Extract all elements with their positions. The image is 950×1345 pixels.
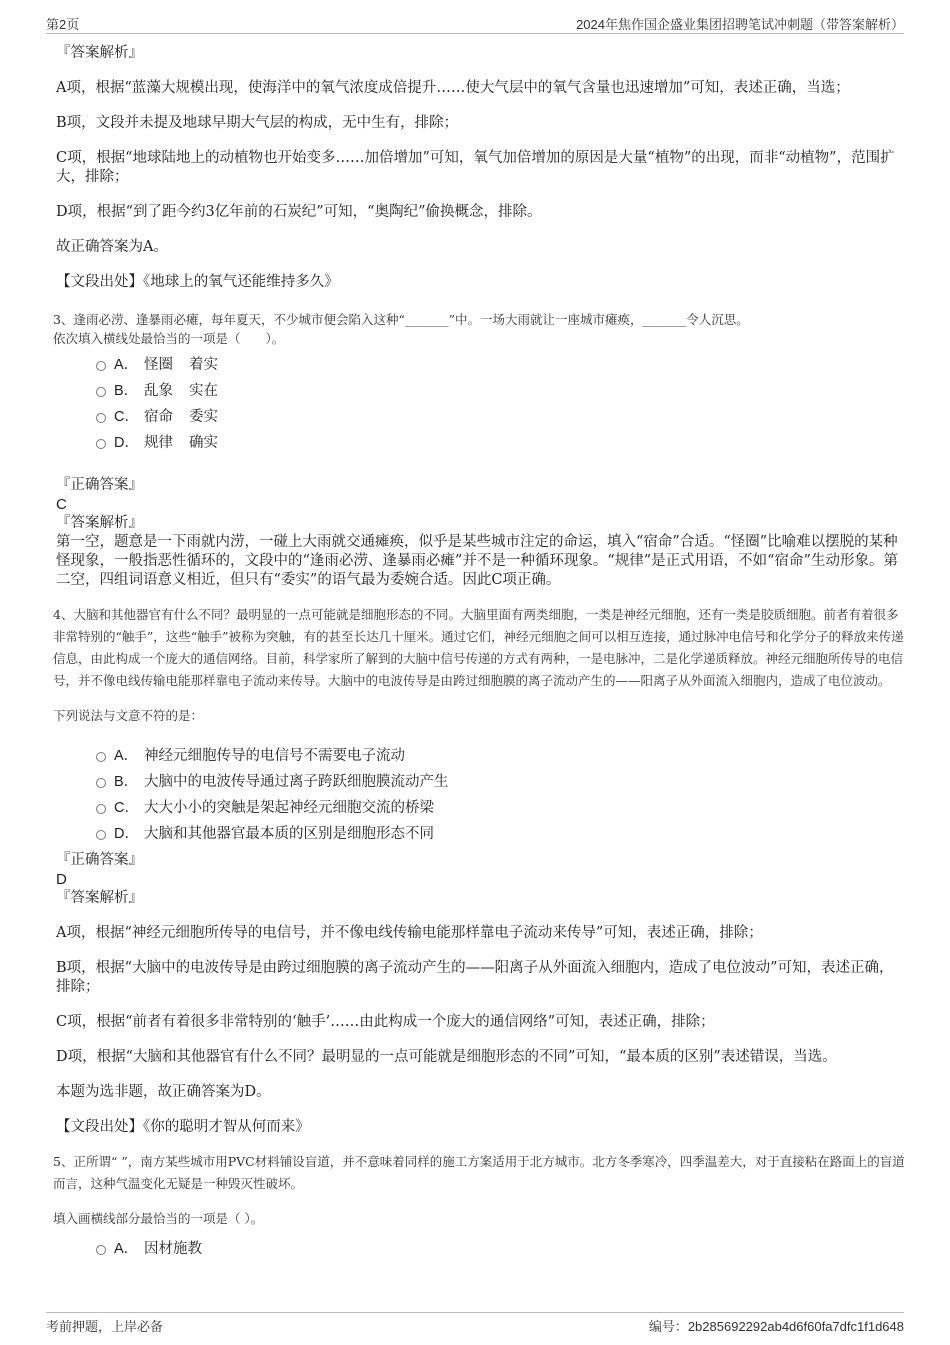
page-header — [46, 12, 904, 34]
question-3-analysis: 第一空，题意是一下雨就内涝，一碰上大雨就交通瘫痪，似乎是某些城市注定的命运，填入“宿命”合适。“怪圈”比喻难以摆脱的某种怪现象，一般指恶性循环的，文段中的“逢雨必涝、逢暴雨必瘫”并不是一种循环现象。“规律”是正式用语，不如“宿命”生动形象。第二空，四组词语意义相近，但只有“委实”的语气最为委婉合适。因此C项正确。 — [56, 534, 898, 588]
option-c[interactable]: C． 宿命 委实 — [56, 404, 906, 430]
question-5-prompt: 填入画横线部分最恰当的一项是（ ）。 — [53, 1211, 264, 1226]
page-number: 第2页 — [46, 17, 80, 32]
radio-button[interactable] — [96, 752, 106, 762]
radio-button[interactable] — [96, 413, 106, 423]
analysis-option-c: C项，根据“地球陆地上的动植物也开始变多……加倍增加”可知，氧气加倍增加的原因是大量“植物”的出现，而非“动植物”，范围扩大，排除； — [56, 150, 895, 185]
correct-answer-label: 『正确答案』 — [56, 852, 143, 868]
radio-button[interactable] — [96, 804, 106, 814]
analysis-option-c: C项，根据“前者有着很多非常特别的‘触手’……由此构成一个庞大的通信网络”可知，表述正确，排除； — [56, 1014, 715, 1030]
analysis-label: 『答案解析』 — [56, 515, 143, 531]
question-5-options — [56, 1236, 906, 1262]
question-3-options — [56, 352, 906, 456]
question-4-options — [56, 743, 906, 847]
radio-button[interactable] — [96, 778, 106, 788]
passage-source: 【文段出处】《你的聪明才智从何而来》 — [56, 1119, 310, 1135]
option-d[interactable]: D． 大脑和其他器官最本质的区别是细胞形态不同 — [56, 821, 906, 847]
question-4-prompt: 下列说法与文意不符的是： — [53, 708, 204, 723]
radio-button[interactable] — [96, 439, 106, 449]
option-a[interactable]: A． 神经元细胞传导的电信号不需要电子流动 — [56, 743, 906, 769]
page-footer — [46, 1312, 904, 1336]
analysis-option-a: A项，根据“神经元细胞所传导的电信号，并不像电线传输电能那样靠电子流动来传导”可知，表述正确，排除； — [56, 925, 763, 941]
option-b[interactable]: B． 乱象 实在 — [56, 378, 906, 404]
option-c[interactable]: C． 大大小小的突触是架起神经元细胞交流的桥梁 — [56, 795, 906, 821]
option-d[interactable]: D． 规律 确实 — [56, 430, 906, 456]
radio-button[interactable] — [96, 361, 106, 371]
radio-button[interactable] — [96, 387, 106, 397]
analysis-label: 『答案解析』 — [56, 45, 143, 61]
analysis-option-b: B项，根据“大脑中的电波传导是由跨过细胞膜的离子流动产生的——阳离子从外面流入细胞内，造成了电位波动”可知，表述正确，排除； — [56, 960, 894, 995]
analysis-option-d: D项，根据“到了距今约3亿年前的石炭纪”可知，“奥陶纪”偷换概念，排除。 — [56, 204, 542, 220]
option-a[interactable]: A． 怪圈 着实 — [56, 352, 906, 378]
option-a[interactable]: A． 因材施教 — [56, 1236, 906, 1262]
analysis-conclusion: 本题为选非题，故正确答案为D。 — [56, 1084, 271, 1100]
option-b[interactable]: B． 大脑中的电波传导通过离子跨跃细胞膜流动产生 — [56, 769, 906, 795]
correct-answer-label: 『正确答案』 — [56, 477, 143, 493]
radio-button[interactable] — [96, 830, 106, 840]
footer-slogan: 考前押题，上岸必备 — [46, 1319, 164, 1334]
question-5-stem: 5、正所谓“ ”，南方某些城市用PVC材料铺设盲道，并不意味着同样的施工方案适用于北方城市。北方冬季寒冷，四季温差大，对于直接粘在路面上的盲道而言，这种气温变化无疑是一种毁灭性破坏。 — [53, 1154, 905, 1191]
document-code: 编号：2b285692292ab4d6f60fa7dfc1f1d648 — [648, 1319, 904, 1334]
question-4-stem: 4、大脑和其他器官有什么不同？最明显的一点可能就是细胞形态的不同。大脑里面有两类细胞，一类是神经元细胞，还有一类是胶质细胞。前者有着很多非常特别的“触手”，这些“触手”被称为突触，有的甚至长达几十厘米。通过它们，神经元细胞之间可以相互连接，通过脉冲电信号和化学分子的释放来传递信息，由此构成一个庞大的通信网络。目前，科学家所了解到的大脑中信号传递的方式有两种，一是电脉冲，二是化学递质释放。神经元细胞所传导的电信号，并不像电线传输电能那样靠电子流动来传导。大脑中的电波传导是由跨过细胞膜的离子流动产生的——阳离子从外面流入细胞内，造成了电位波动。 — [53, 607, 904, 688]
analysis-label: 『答案解析』 — [56, 890, 143, 906]
radio-button[interactable] — [96, 1245, 106, 1255]
analysis-conclusion: 故正确答案为A。 — [56, 239, 168, 255]
passage-source: 【文段出处】《地球上的氧气还能维持多久》 — [56, 274, 339, 290]
correct-answer: C — [56, 496, 67, 513]
analysis-option-d: D项，根据“大脑和其他器官有什么不同？最明显的一点可能就是细胞形态的不同”可知，“最本质的区别”表述错误，当选。 — [56, 1049, 837, 1065]
document-title: 2024年焦作国企盛业集团招聘笔试冲刺题（带答案解析） — [576, 17, 904, 32]
correct-answer: D — [56, 871, 67, 888]
question-3-prompt: 依次填入横线处最恰当的一项是（ ）。 — [53, 331, 285, 346]
analysis-option-b: B项，文段并未提及地球早期大气层的构成，无中生有，排除； — [56, 115, 459, 131]
page-content — [53, 44, 906, 1262]
analysis-option-a: A项，根据“蓝藻大规模出现，使海洋中的氧气浓度成倍提升……使大气层中的氧气含量也迅速增加”可知，表述正确，当选； — [56, 80, 850, 96]
question-3-stem: 3、逢雨必涝、逢暴雨必瘫，每年夏天，不少城市便会陷入这种“_______”中。一场大雨就让一座城市瘫痪，_______令人沉思。 — [53, 312, 749, 327]
